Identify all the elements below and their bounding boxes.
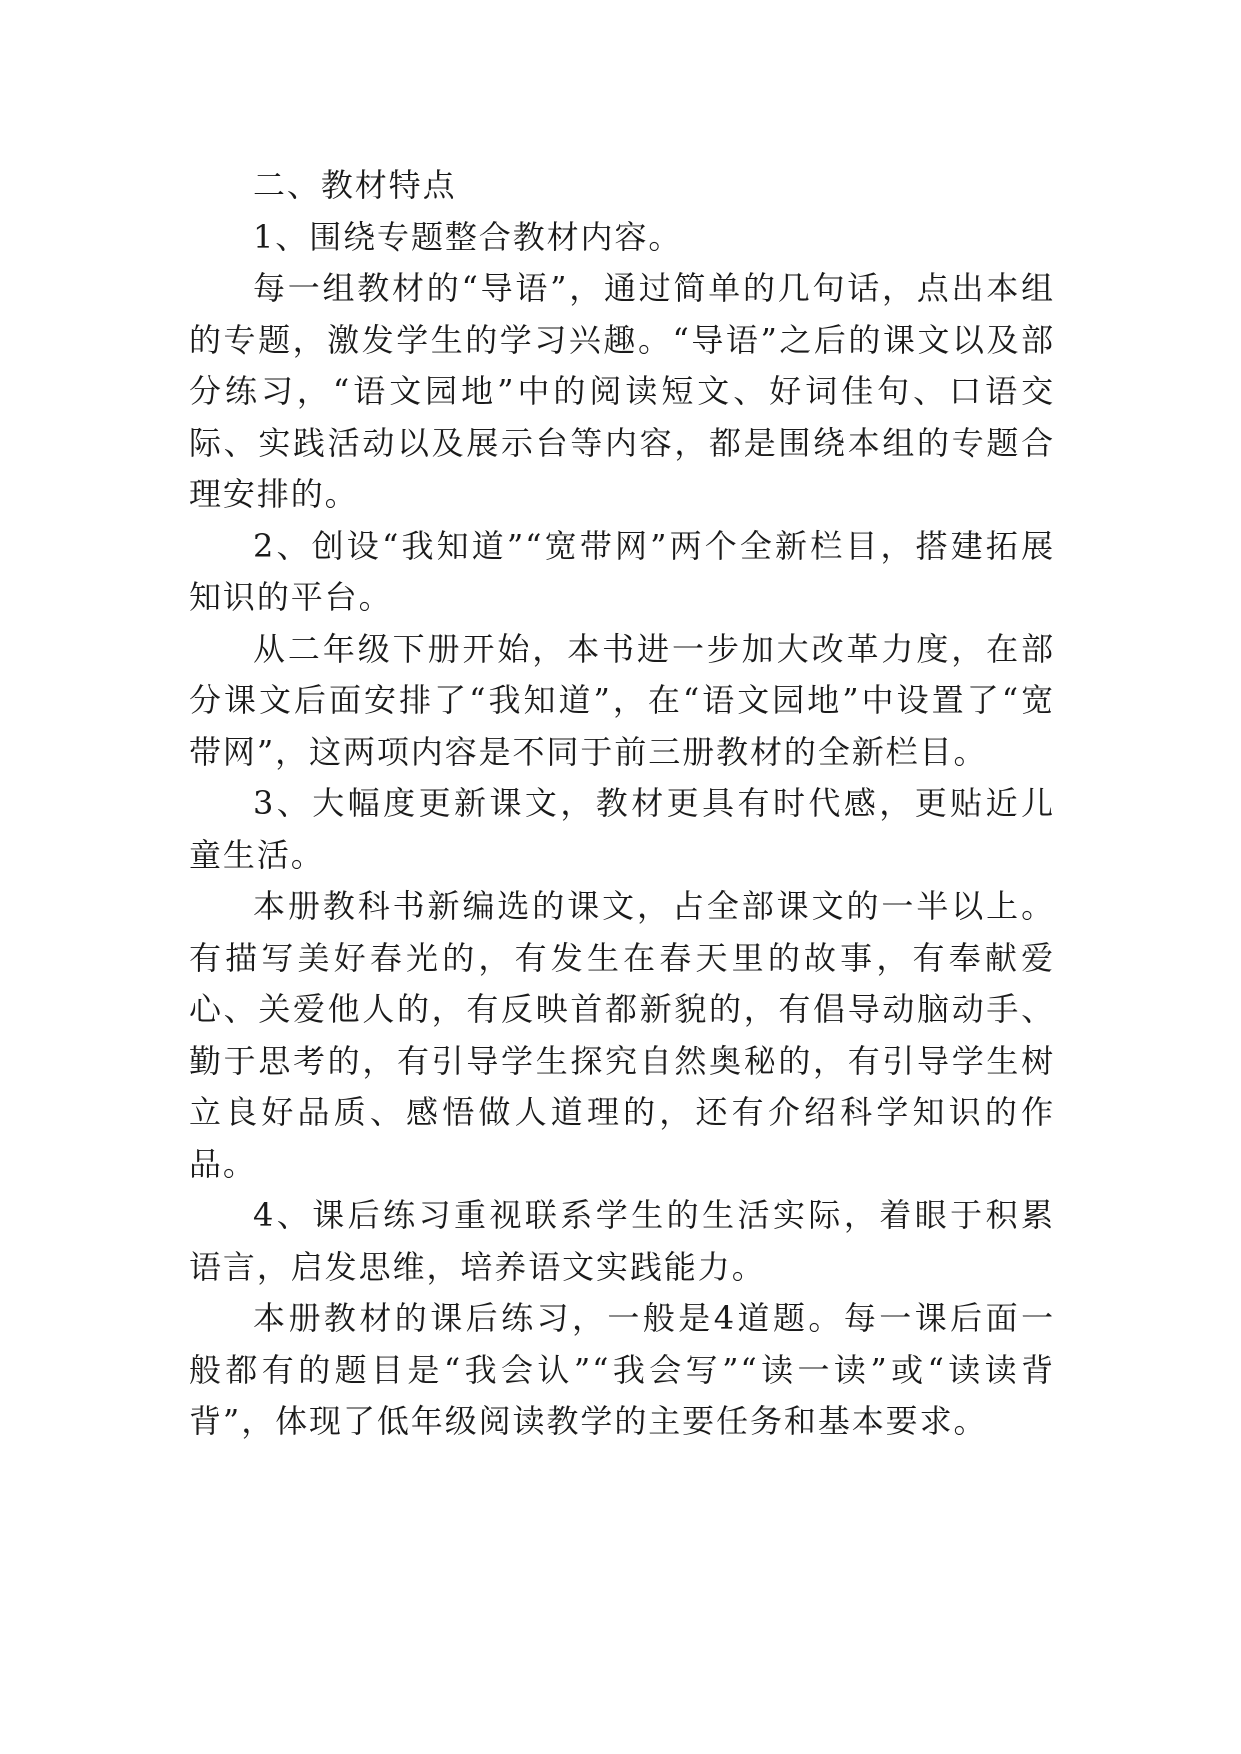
paragraph-1: 每一组教材的“导语”，通过简单的几句话，点出本组的专题，激发学生的学习兴趣。“导语”之后的课文以及部分练习，“语文园地”中的阅读短文、好词佳句、口语交际、实践活动以及展示台等内容，都是围绕本组的专题合理安排的。: [189, 269, 1055, 513]
paragraph-3: 本册教科书新编选的课文，占全部课文的一半以上。有描写美好春光的，有发生在春天里的故事，有奉献爱心、关爱他人的，有反映首都新貌的，有倡导动脑动手、勤于思考的，有引导学生探究自然奥秘的，有引导学生树立良好品质、感悟做人道理的，还有介绍科学知识的作品。: [189, 887, 1055, 1183]
document-body: [189, 160, 1055, 1448]
section-heading: 二、教材特点: [253, 166, 457, 204]
paragraph-2: 从二年级下册开始，本书进一步加大改革力度，在部分课文后面安排了“我知道”，在“语文园地”中设置了“宽带网”，这两项内容是不同于前三册教材的全新栏目。: [189, 629, 1055, 771]
point-heading-3: 3、大幅度更新课文，教材更具有时代感，更贴近儿童生活。: [189, 784, 1055, 874]
point-heading-4: 4、课后练习重视联系学生的生活实际，着眼于积累语言，启发思维，培养语文实践能力。: [189, 1196, 1055, 1286]
point-heading-1: 1、围绕专题整合教材内容。: [253, 217, 683, 256]
paragraph-4: 本册教材的课后练习，一般是4道题。每一课后面一般都有的题目是“我会认”“我会写”“读一读”或“读读背背”，体现了低年级阅读教学的主要任务和基本要求。: [189, 1299, 1055, 1440]
point-heading-2: 2、创设“我知道”“宽带网”两个全新栏目，搭建拓展知识的平台。: [189, 526, 1055, 616]
